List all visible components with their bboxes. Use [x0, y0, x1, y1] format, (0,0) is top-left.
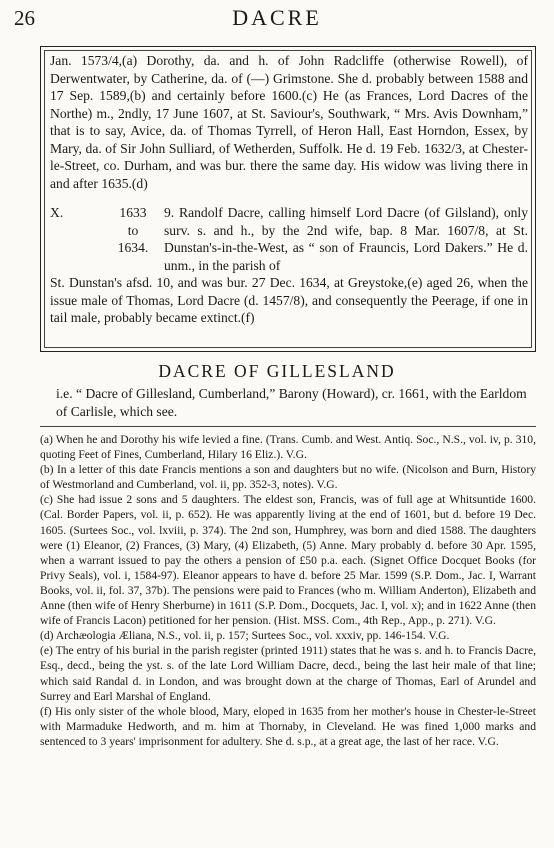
holder-years: [102, 204, 164, 274]
year-to: to: [127, 222, 139, 238]
footnote-d: (d) Archæologia Æliana, N.S., vol. ii, p. 157; Surtees Soc., vol. xxxiv, pp. 146-154. V.G.: [40, 629, 450, 643]
entry-paragraph: Jan. 1573/4,(a) Dorothy, da. and h. of John Radcliffe (otherwise Rowell), of Derwentwater, by Catherine, da. of (—) Grimstone. She d. probably between 1588 and 17 Sep. 1589,(b) and certainly before 1600.(c) He (as Frances, Lord Dacres of the Northe) m., 2ndly, 17 June 1607, at St. Saviour's, Southwark, “ Mrs. Avis Downham,” that is to say, Avice, da. of Thomas Tyrrell, of Heron Hall, East Horndon, Essex, by Mary, da. of Sir John Sulliard, of Wetherden, Suffolk. He d. 19 Feb. 1632/3, at Chester-le-Street, co. Durham, and was bur. there the same day. His widow was living there in and after 1635.(d): [50, 53, 528, 191]
holder-text: 9. Randolf Dacre, calling himself Lord Dacre (of Gilsland), only surv. s. and h., by the 2nd wife, bap. 8 Mar. 1607/8, at St. Dunstan's-in-the-West, as “ son of Frauncis, Lord Dakers.” He d. unm., in the parish of: [164, 205, 528, 273]
page-number: 26: [14, 6, 35, 30]
peerage-entry-box: [40, 46, 536, 352]
running-title: DACRE: [232, 5, 322, 30]
footnote-a: (a) When he and Dorothy his wife levied a fine. (Trans. Cumb. and West. Antiq. Soc., N.S., vol. iv, p. 310, quoting Feet of Fines, Cumberland, Hilary 16 Eliz.). V.G.: [40, 433, 536, 462]
footnote-rule: [40, 426, 536, 427]
holder-text-continued: St. Dunstan's afsd. 10, and was bur. 27 Dec. 1634, at Greystoke,(e) aged 26, when the issue male of Thomas, Lord Dacre (d. 1457/8), and consequently the Peerage, if one in tail male, probably became extinct.(f): [50, 275, 528, 325]
footnote-e: (e) The entry of his burial in the parish register (printed 1911) states that he was s. and h. to Francis Dacre, Esq., decd., being the yst. s. of the late Lord William Dacre, decd., being the last heir male of that line; which said Randal d. in London, and was brought down at the charge of Thomas, Earl of Arundel and Surrey and Earl Marshal of England.: [40, 644, 536, 703]
footnote-f: (f) His only sister of the whole blood, Mary, eloped in 1635 from her mother's house in Chester-le-Street with Marmaduke Hedworth, and m. him at Thornaby, in Cleveland. He was fined 1,000 marks and sentenced to 3 years' imprisonment for adultery. She d. s.p., at a great age, the last of her race. V.G.: [40, 704, 536, 748]
footnotes: [40, 432, 536, 749]
year-end: 1634.: [117, 240, 149, 255]
holder-entry: [50, 204, 528, 274]
section-title: DACRE OF GILLESLAND: [158, 361, 396, 381]
year-start: 1633: [119, 205, 147, 220]
footnote-b: (b) In a letter of this date Francis mentions a son and daughters but no wife. (Nicolson and Burn, History of Westmorland and Cumberland, vol. ii, pp. 352-3, notes). V.G.: [40, 463, 536, 492]
footnote-c: (c) She had issue 2 sons and 5 daughters. The eldest son, Francis, was of full age at Whitsuntide 1600. (Cal. Border Papers, vol. ii, p. 652). He was apparently living at the end of 1601, but d. before 19 Dec. 1605. (Surtees Soc., vol. lxviii, p. 374). The 2nd son, Humphrey, was born and died 1588. The daughters were (1) Eleanor, (2) Frances, (3) Mary, (4) Elizabeth, (5) Anne. Mary probably d. before 30 Apr. 1595, when a warrant issued to pay the others a pension of £50 p.a. each. (Signet Office Docquet Books (for Privy Seals), vol. i, 1584-97). Eleanor appears to have d. before 25 Mar. 1599 (S.P. Dom., Jac. I, Warrant Books, vol. ii, fol. 37, 37b). The pensions were paid to Frances (who m. William Anderton), Elizabeth and Anne (then wife of Henry Sherburne) in 1611 (S.P. Dom., Docquets, Jac. I, vol. x); and in 1622 Anne (then wife of Francis Lacon) petitioned for her pension. (Hist. MSS. Com., 4th Rep., App., p. 271). V.G.: [40, 493, 536, 628]
section-subtitle: i.e. “ Dacre of Gillesland, Cumberland,” Barony (Howard), cr. 1661, with the Earldom of Carlisle, which see.: [56, 386, 527, 419]
holder-numeral: X.: [50, 205, 64, 220]
